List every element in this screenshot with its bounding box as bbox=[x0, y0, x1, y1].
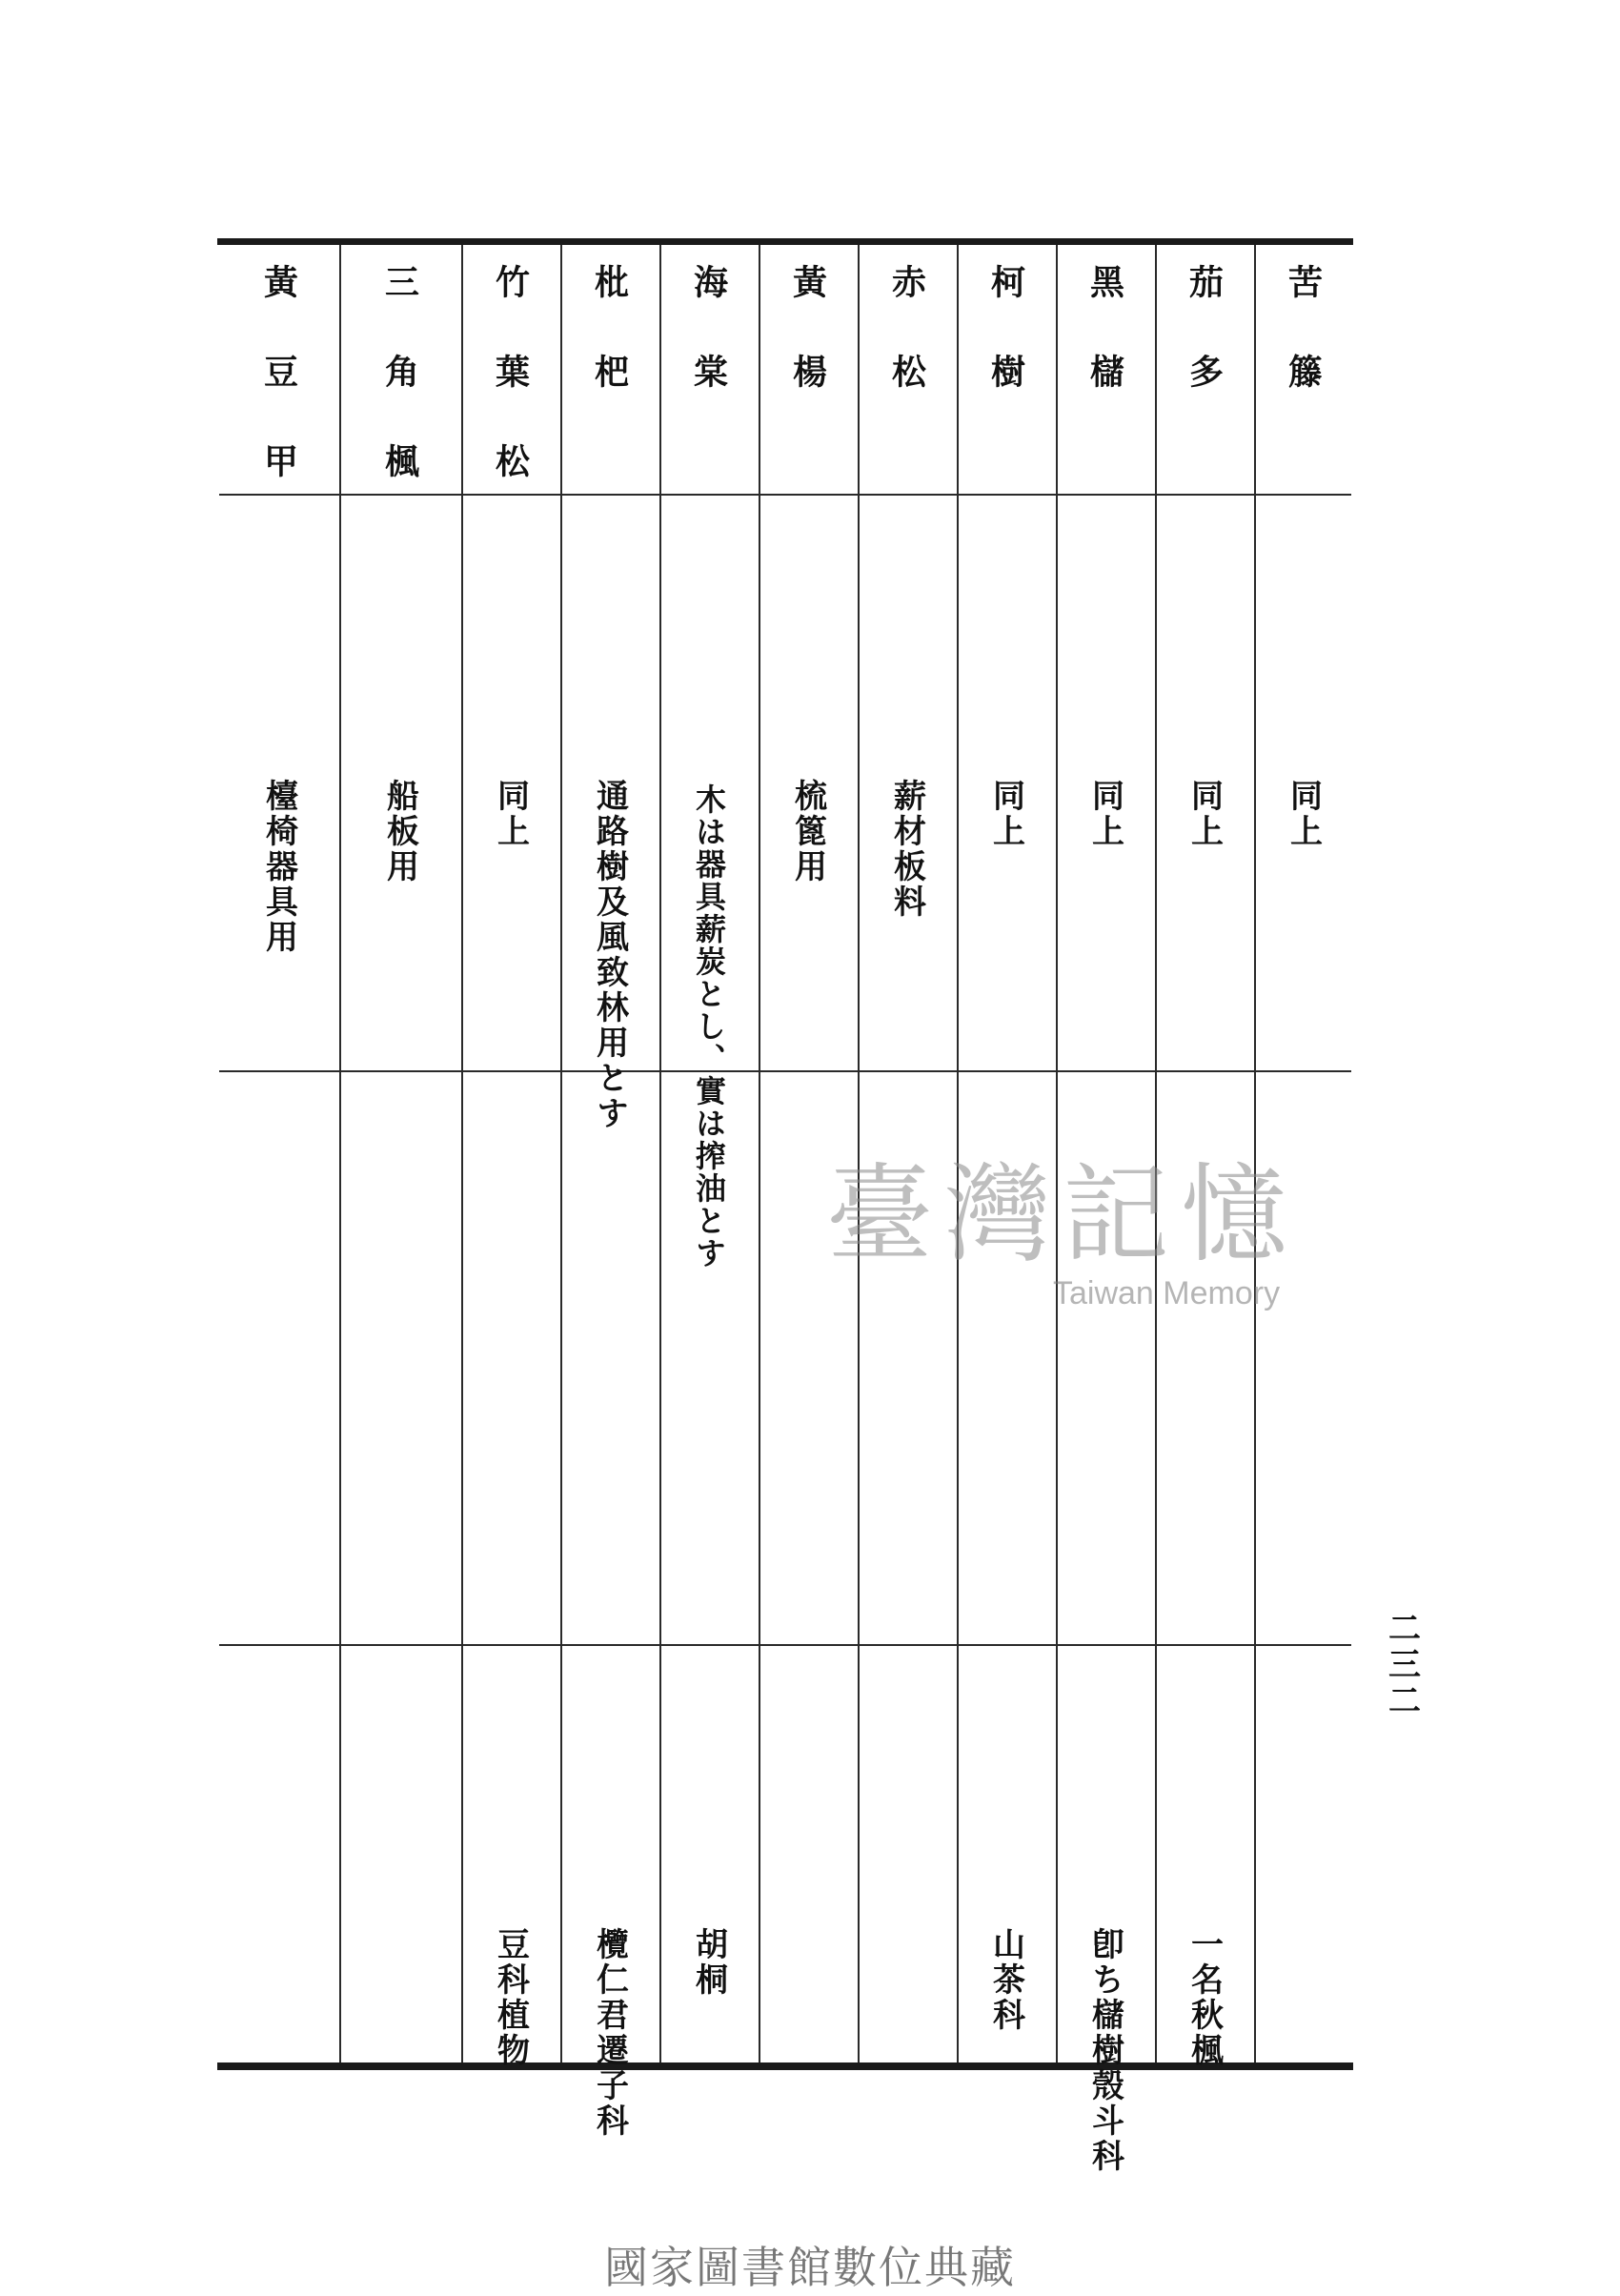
note-cell bbox=[219, 1670, 339, 2184]
watermark-english: Taiwan Memory bbox=[1053, 1275, 1281, 1311]
tree-name: 柯樹 bbox=[985, 264, 1026, 443]
table-row bbox=[560, 245, 659, 2139]
note-cell bbox=[659, 1670, 759, 2184]
use-cell bbox=[339, 531, 461, 1312]
tree-use: 同上 bbox=[986, 779, 1025, 849]
tree-note: 山茶科 bbox=[986, 1927, 1025, 2033]
note-cell bbox=[1155, 1670, 1254, 2184]
note-cell bbox=[858, 1670, 957, 2184]
tree-name: 竹葉松 bbox=[490, 264, 531, 533]
page-number: 二三二 bbox=[1382, 1611, 1421, 1719]
table-row bbox=[219, 245, 339, 2062]
table-row bbox=[461, 245, 560, 2068]
tree-name: 海棠 bbox=[688, 264, 729, 443]
tree-name: 苦籐 bbox=[1283, 264, 1324, 443]
tree-use: 同上 bbox=[491, 779, 530, 849]
tree-use: 檯椅器具用 bbox=[259, 779, 298, 955]
tree-name: 枇杷 bbox=[589, 264, 630, 443]
tree-name: 茄多 bbox=[1184, 264, 1225, 443]
note-cell bbox=[461, 1670, 560, 2184]
use-cell bbox=[461, 531, 560, 1312]
tree-note: 欖仁君遷子科 bbox=[590, 1927, 629, 2139]
tree-note: 卽ち櫧樹殼斗科 bbox=[1085, 1927, 1124, 2174]
tree-use: 船板用 bbox=[380, 779, 419, 884]
tree-use: 通路樹及風致林用とす bbox=[590, 779, 629, 1131]
tree-name: 赤松 bbox=[886, 264, 927, 443]
watermark-chinese: 臺灣記憶 bbox=[826, 1153, 1299, 1277]
tree-name: 黑櫧 bbox=[1084, 264, 1125, 443]
top-rule bbox=[217, 238, 1353, 245]
note-cell bbox=[560, 1670, 659, 2184]
tree-name: 三角楓 bbox=[379, 264, 420, 533]
tree-use: 梳篦用 bbox=[788, 779, 827, 884]
tree-use: 薪材板料 bbox=[887, 779, 926, 920]
note-cell bbox=[1056, 1670, 1155, 2184]
tree-note: 胡桐 bbox=[689, 1927, 728, 1998]
tree-name: 黃豆甲 bbox=[258, 264, 299, 533]
note-cell bbox=[339, 1670, 461, 2184]
use-cell bbox=[219, 531, 339, 1312]
table-row bbox=[339, 245, 461, 2062]
note-cell bbox=[1254, 1670, 1353, 2184]
watermark bbox=[815, 1153, 1310, 1315]
use-cell bbox=[659, 531, 759, 1312]
note-cell bbox=[759, 1670, 858, 2184]
tree-use: 同上 bbox=[1085, 779, 1124, 849]
tree-use: 同上 bbox=[1284, 779, 1323, 849]
note-cell bbox=[957, 1670, 1056, 2184]
use-cell bbox=[560, 531, 659, 1312]
tree-use: 同上 bbox=[1185, 779, 1224, 849]
tree-name: 黃楊 bbox=[787, 264, 828, 443]
tree-note: 一名秋楓 bbox=[1185, 1927, 1224, 2068]
table-row bbox=[659, 245, 759, 2062]
tree-use: 木は器具薪炭とし、實は搾油とす bbox=[691, 783, 727, 1270]
footer-text: 國家圖書館數位典藏 bbox=[604, 2242, 1016, 2293]
tree-note: 豆科植物 bbox=[491, 1927, 530, 2068]
